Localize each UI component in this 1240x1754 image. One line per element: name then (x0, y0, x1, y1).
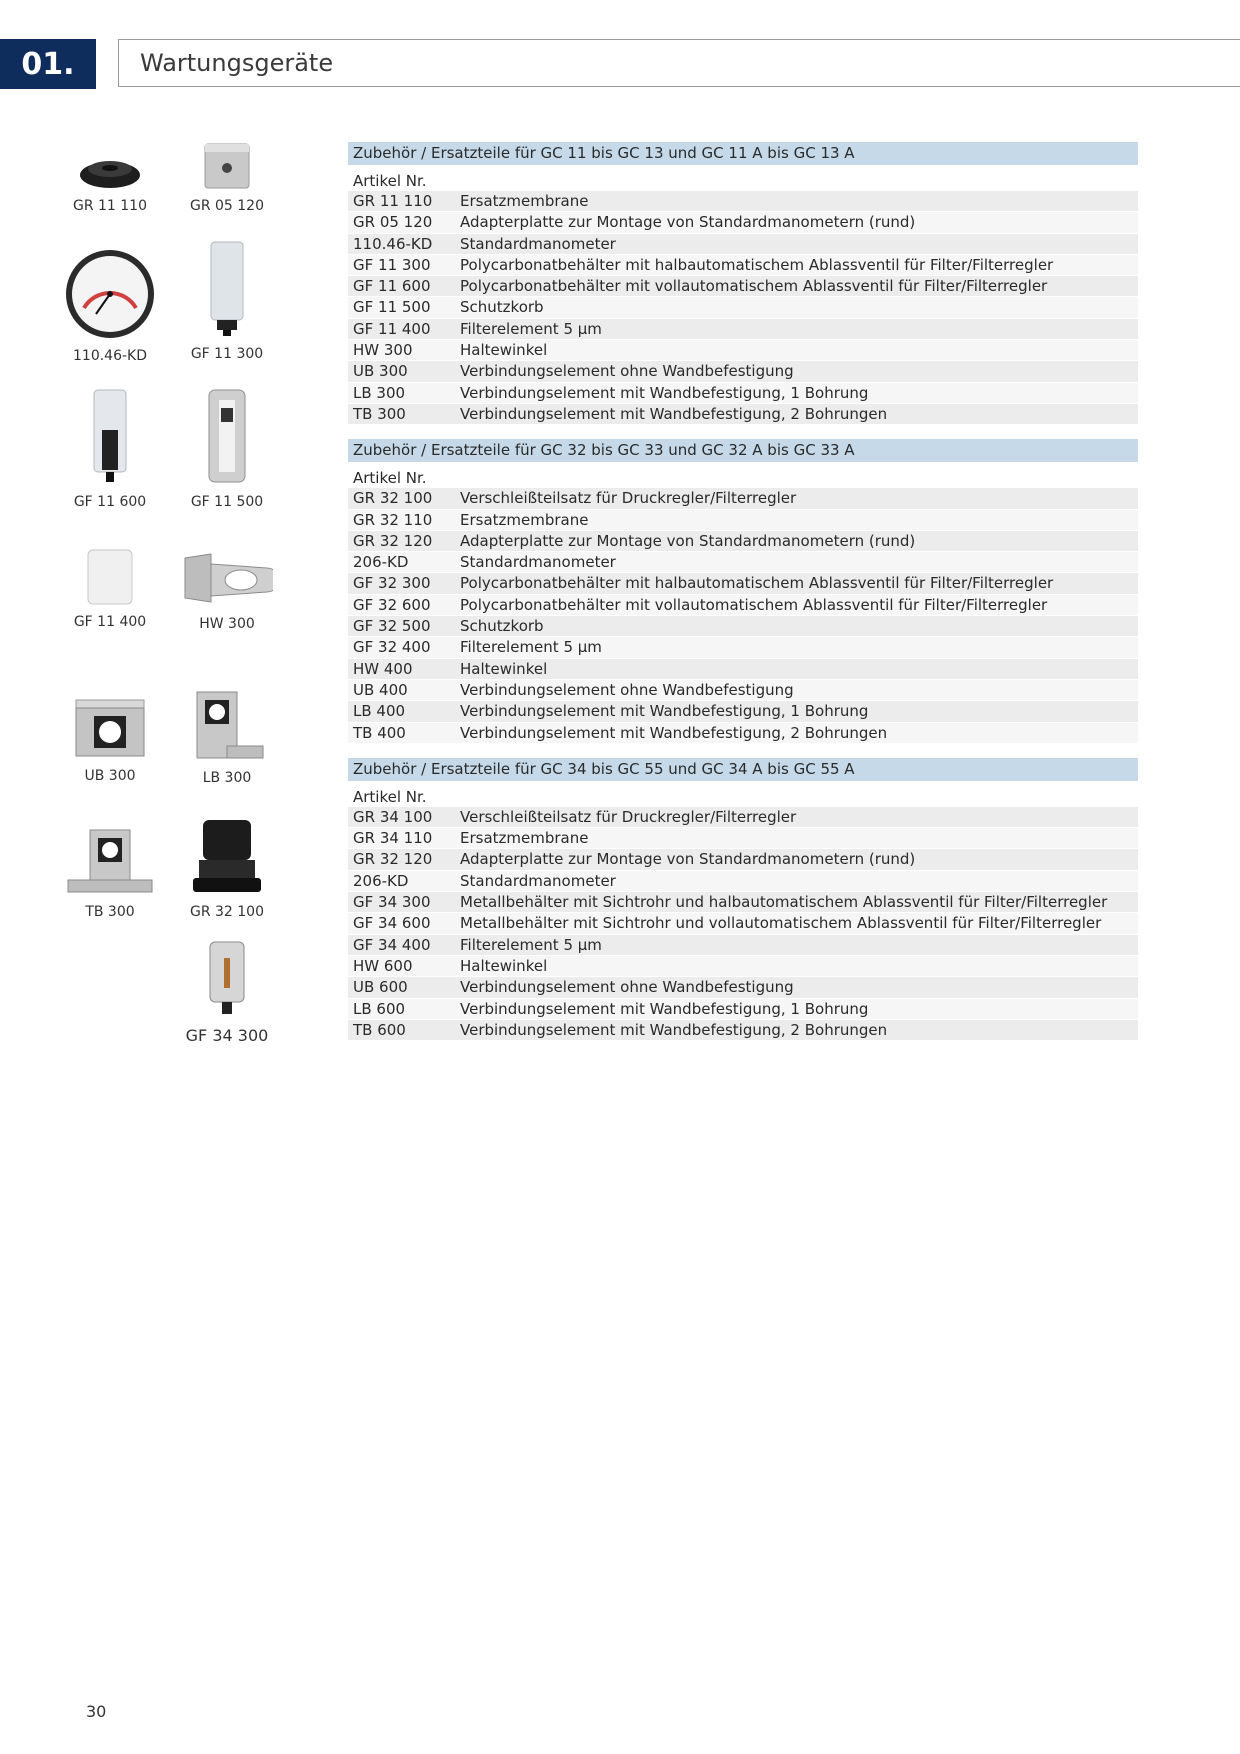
article-number: UB 400 (353, 680, 408, 699)
thumb-caption: GR 11 110 (72, 198, 147, 214)
table-row (348, 637, 1138, 658)
parts-tables (348, 142, 1138, 1055)
article-description: Metallbehälter mit Sichtrohr und halbautomatischem Ablassventil für Filter/Filterregler (460, 893, 1108, 912)
thumb-caption: GR 05 120 (189, 198, 264, 214)
table-row (348, 680, 1138, 701)
article-number: UB 600 (353, 978, 408, 997)
filter-bowl-auto-icon (90, 388, 130, 486)
thumb-filter-bowl (168, 240, 286, 362)
thumb-caption: GF 11 600 (73, 494, 147, 510)
article-description: Verschleißteilsatz für Druckregler/Filterregler (460, 807, 797, 826)
thumb-connector-2-holes (51, 828, 169, 920)
table-row (348, 297, 1138, 318)
table-row (348, 828, 1138, 849)
article-description: Verschleißteilsatz für Druckregler/Filterregler (460, 489, 797, 508)
thumb-caption: GF 11 300 (190, 346, 264, 362)
article-description: Polycarbonatbehälter mit vollautomatischem Ablassventil für Filter/Filterregler (460, 595, 1048, 614)
table-row (348, 849, 1138, 870)
article-number: GR 32 110 (353, 510, 433, 529)
article-description: Schutzkorb (460, 298, 544, 317)
article-description: Verbindungselement mit Wandbefestigung, 2 Bohrungen (460, 404, 888, 423)
article-description: Standardmanometer (460, 234, 616, 253)
article-description: Verbindungselement mit Wandbefestigung, 1 Bohrung (460, 999, 869, 1018)
thumb-protective-basket (168, 388, 286, 510)
article-number: GR 32 120 (353, 850, 433, 869)
thumb-pressure-gauge (51, 248, 169, 364)
article-number: UB 300 (353, 362, 408, 381)
thumb-caption: 110.46-KD (73, 348, 147, 364)
article-number: TB 300 (353, 404, 406, 423)
page-number: 30 (86, 1702, 107, 1721)
table-row (348, 977, 1138, 998)
table-row (348, 956, 1138, 977)
connector-icon (72, 698, 148, 760)
filter-element-icon (84, 548, 136, 606)
table-row (348, 340, 1138, 361)
table-row (348, 807, 1138, 828)
article-number: TB 600 (353, 1020, 406, 1039)
table-row (348, 552, 1138, 573)
table-row (348, 659, 1138, 680)
table-row (348, 935, 1138, 956)
filter-bowl-icon (207, 240, 247, 338)
article-description: Haltewinkel (460, 341, 548, 360)
parts-section-1 (348, 142, 1138, 425)
table-row (348, 510, 1138, 531)
column-label: Artikel Nr. (353, 787, 427, 806)
table-row (348, 701, 1138, 722)
article-number: GR 32 100 (353, 489, 433, 508)
article-description: Verbindungselement ohne Wandbefestigung (460, 978, 794, 997)
article-number: GF 32 600 (353, 595, 431, 614)
thumb-caption: LB 300 (202, 770, 252, 786)
thumb-caption: GF 34 300 (185, 1026, 269, 1045)
thumb-filter-bowl-auto (51, 388, 169, 510)
table-row (348, 573, 1138, 594)
table-row (348, 361, 1138, 382)
thumb-connector (51, 698, 169, 784)
article-description: Verbindungselement mit Wandbefestigung, 1 Bohrung (460, 383, 869, 402)
parts-rows (348, 488, 1138, 744)
article-description: Polycarbonatbehälter mit halbautomatischem Ablassventil für Filter/Filterregler (460, 255, 1054, 274)
table-row (348, 999, 1138, 1020)
article-number: GR 34 110 (353, 829, 433, 848)
thumb-connector-1-hole (168, 690, 286, 786)
table-row (348, 531, 1138, 552)
table-row (348, 276, 1138, 297)
thumb-caption: GF 11 500 (190, 494, 264, 510)
article-description: Haltewinkel (460, 659, 548, 678)
thumb-diaphragm (51, 150, 169, 214)
adapter-plate-icon (199, 140, 255, 190)
article-number: LB 600 (353, 999, 406, 1018)
metal-bowl-icon (206, 940, 248, 1016)
article-number: LB 400 (353, 702, 406, 721)
article-description: Polycarbonatbehälter mit halbautomatischem Ablassventil für Filter/Filterregler (460, 574, 1054, 593)
thumb-mounting-bracket (168, 548, 286, 632)
diaphragm-icon (75, 150, 145, 190)
article-description: Polycarbonatbehälter mit vollautomatischem Ablassventil für Filter/Filterregler (460, 277, 1048, 296)
article-number: GF 32 500 (353, 617, 431, 636)
article-number: TB 400 (353, 723, 406, 742)
article-number: GR 32 120 (353, 531, 433, 550)
table-row (348, 892, 1138, 913)
section-heading: Zubehör / Ersatzteile für GC 32 bis GC 33 und GC 32 A bis GC 33 A (348, 439, 1138, 462)
thumb-caption: TB 300 (85, 904, 135, 920)
thumb-caption: GF 11 400 (73, 614, 147, 630)
table-row (348, 255, 1138, 276)
pressure-gauge-icon (64, 248, 156, 340)
protective-basket-icon (205, 388, 249, 486)
article-number: 110.46-KD (353, 234, 433, 253)
thumb-caption: UB 300 (84, 768, 136, 784)
article-description: Haltewinkel (460, 956, 548, 975)
article-number: HW 300 (353, 341, 413, 360)
table-row (348, 383, 1138, 404)
article-description: Adapterplatte zur Montage von Standardmanometern (rund) (460, 213, 916, 232)
table-row (348, 616, 1138, 637)
article-number: GR 34 100 (353, 807, 433, 826)
thumb-adapter-plate (168, 140, 286, 214)
article-description: Adapterplatte zur Montage von Standardmanometern (rund) (460, 850, 916, 869)
article-description: Ersatzmembrane (460, 510, 589, 529)
article-number: GF 32 400 (353, 638, 431, 657)
article-number: GR 05 120 (353, 213, 433, 232)
article-description: Metallbehälter mit Sichtrohr und vollautomatischem Ablassventil für Filter/Filterregler (460, 914, 1102, 933)
article-description: Filterelement 5 µm (460, 935, 602, 954)
mounting-bracket-icon (181, 548, 273, 608)
table-row (348, 191, 1138, 212)
article-number: HW 400 (353, 659, 413, 678)
table-row (348, 404, 1138, 425)
article-number: GF 11 600 (353, 277, 431, 296)
section-heading: Zubehör / Ersatzteile für GC 34 bis GC 55 und GC 34 A bis GC 55 A (348, 758, 1138, 781)
table-row (348, 723, 1138, 744)
article-description: Ersatzmembrane (460, 192, 589, 210)
table-row (348, 319, 1138, 340)
article-number: GF 34 300 (353, 893, 431, 912)
table-row (348, 595, 1138, 616)
article-number: 206-KD (353, 871, 409, 890)
regulator-kit-icon (189, 818, 265, 896)
article-description: Standardmanometer (460, 553, 616, 572)
table-row (348, 212, 1138, 233)
article-description: Ersatzmembrane (460, 829, 589, 848)
article-number: GF 11 400 (353, 319, 431, 338)
article-description: Verbindungselement ohne Wandbefestigung (460, 362, 794, 381)
article-description: Filterelement 5 µm (460, 638, 602, 657)
thumb-caption: HW 300 (199, 616, 255, 632)
article-description: Verbindungselement ohne Wandbefestigung (460, 680, 794, 699)
article-description: Schutzkorb (460, 617, 544, 636)
article-description: Adapterplatte zur Montage von Standardmanometern (rund) (460, 531, 916, 550)
article-number: GF 34 600 (353, 914, 431, 933)
page-title: Wartungsgeräte (140, 49, 334, 77)
article-number: HW 600 (353, 956, 413, 975)
thumb-regulator-kit (168, 818, 286, 920)
table-row (348, 871, 1138, 892)
table-row (348, 234, 1138, 255)
parts-section-2 (348, 439, 1138, 744)
article-description: Filterelement 5 µm (460, 319, 602, 338)
parts-rows (348, 191, 1138, 425)
article-number: 206-KD (353, 553, 409, 572)
thumb-metal-bowl (168, 940, 286, 1045)
article-number: GF 34 400 (353, 935, 431, 954)
chapter-number: 01. (0, 39, 96, 89)
table-row (348, 913, 1138, 934)
article-number: GF 11 500 (353, 298, 431, 317)
column-label: Artikel Nr. (353, 469, 427, 488)
parts-rows (348, 807, 1138, 1041)
table-row (348, 1020, 1138, 1041)
article-number: GR 11 110 (353, 192, 433, 210)
thumb-caption: GR 32 100 (189, 904, 264, 920)
article-description: Standardmanometer (460, 871, 616, 890)
column-label: Artikel Nr. (353, 172, 427, 190)
connector-1-hole-icon (187, 690, 267, 762)
parts-section-3 (348, 758, 1138, 1041)
article-number: LB 300 (353, 383, 406, 402)
article-description: Verbindungselement mit Wandbefestigung, 2 Bohrungen (460, 1020, 888, 1039)
thumb-filter-element (51, 548, 169, 630)
article-number: GF 11 300 (353, 255, 431, 274)
connector-2-holes-icon (64, 828, 156, 896)
article-description: Verbindungselement mit Wandbefestigung, 1 Bohrung (460, 702, 869, 721)
table-row (348, 488, 1138, 509)
article-number: GF 32 300 (353, 574, 431, 593)
section-heading: Zubehör / Ersatzteile für GC 11 bis GC 13 und GC 11 A bis GC 13 A (348, 142, 1138, 165)
article-description: Verbindungselement mit Wandbefestigung, 2 Bohrungen (460, 723, 888, 742)
